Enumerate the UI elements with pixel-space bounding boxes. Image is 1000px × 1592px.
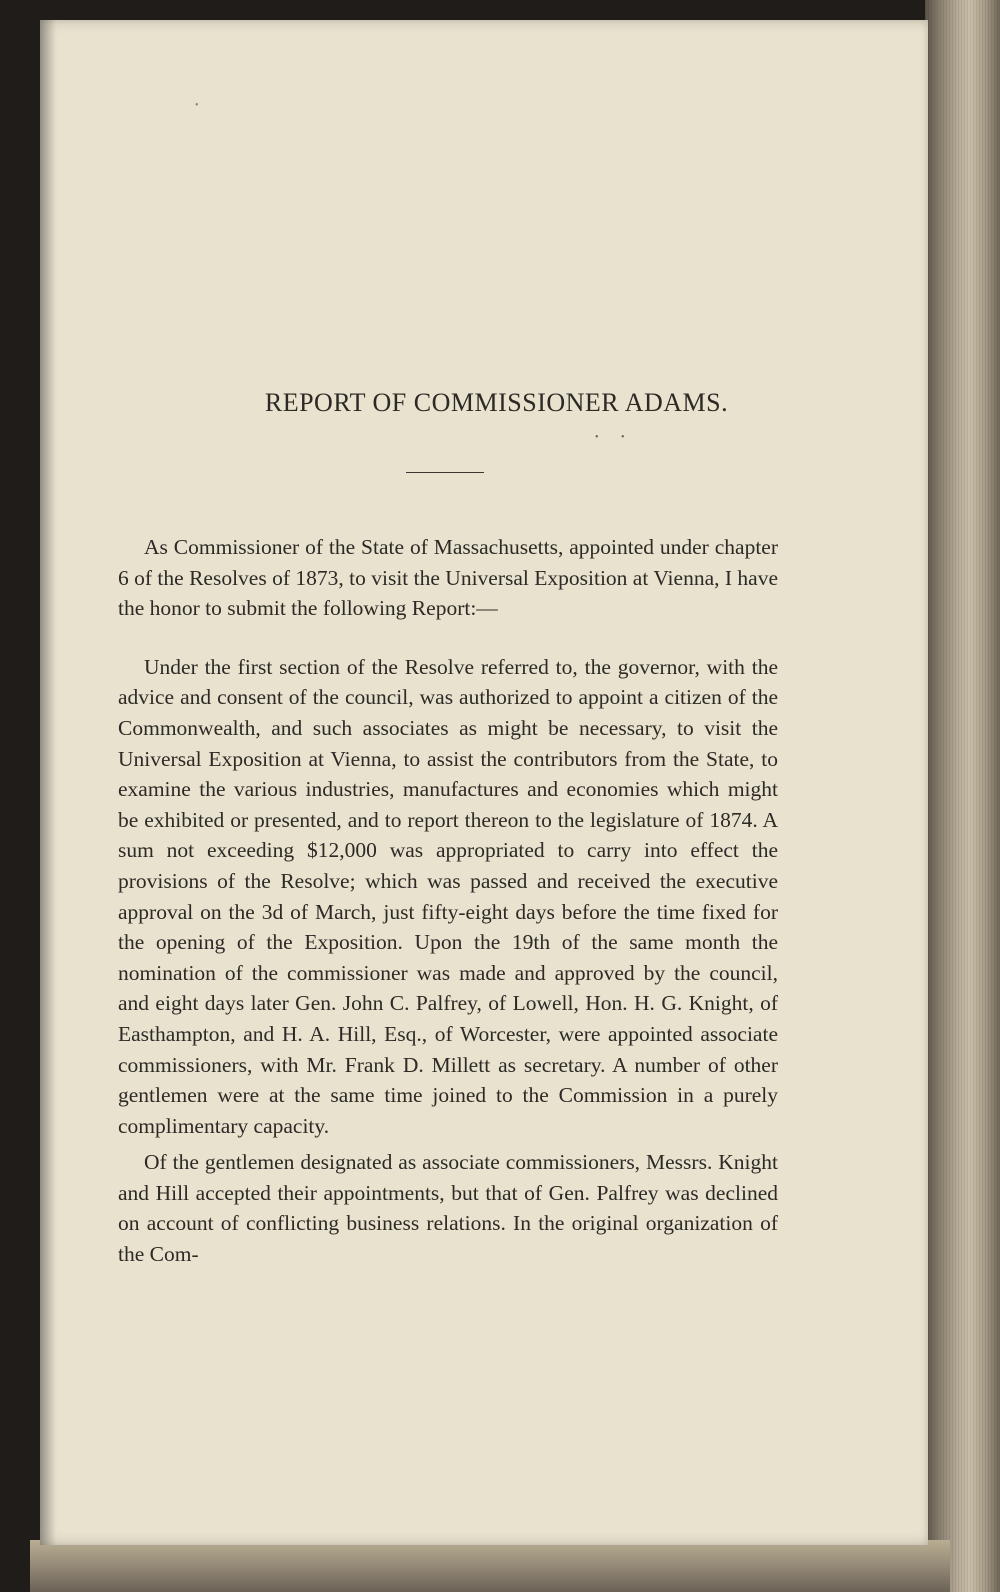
title-rule: [406, 472, 484, 473]
paper-speck: •: [195, 100, 199, 111]
paragraph-associates: Of the gentlemen designated as associate commissioners, Messrs. Knight and Hill accepted their appointments, but that of Gen. Palfrey was declined on account of conflicting business relations. In the original organization of the Com-: [118, 1150, 778, 1267]
paragraph-resolve: Under the first section of the Resolve referred to, the governor, with the advice and consent of the council, was authorized to appoint a citizen of the Commonwealth, and such associates as might be necessary, to visit the Universal Exposition at Vienna, to assist the contributors from the State, to examine the various industries, manufactures and economies which might be exhibited or presented, and to report thereon to the legislature of 1874. A sum not exceeding $12,000 was appropriated to carry into effect the provisions of the Resolve; which was passed and received the executive approval on the 3d of March, just fifty-eight days before the time fixed for the opening of the Exposition. Upon the 19th of the same month the nomination of the commissioner was made and approved by the council, and eight days later Gen. John C. Palfrey, of Lowell, Hon. H. G. Knight, of Easthampton, and H. A. Hill, Esq., of Worcester, were appointed associate commissioners, with Mr. Frank D. Millett as secretary. A number of other gentlemen were at the same time joined to the Commission in a purely complimentary capacity.: [118, 654, 778, 1138]
paper-specks: • •: [595, 432, 635, 443]
page-edges-bottom: [30, 1540, 950, 1592]
body-text: [118, 532, 778, 1270]
page-edges-right: [925, 0, 1000, 1592]
book-page: [40, 20, 928, 1545]
paragraph-intro: As Commissioner of the State of Massachusetts, appointed under chapter 6 of the Resolves of 1873, to visit the Universal Exposition at Vienna, I have the honor to submit the following Report:—: [118, 535, 778, 621]
page-title: REPORT OF COMMISSIONER ADAMS.: [264, 388, 729, 417]
